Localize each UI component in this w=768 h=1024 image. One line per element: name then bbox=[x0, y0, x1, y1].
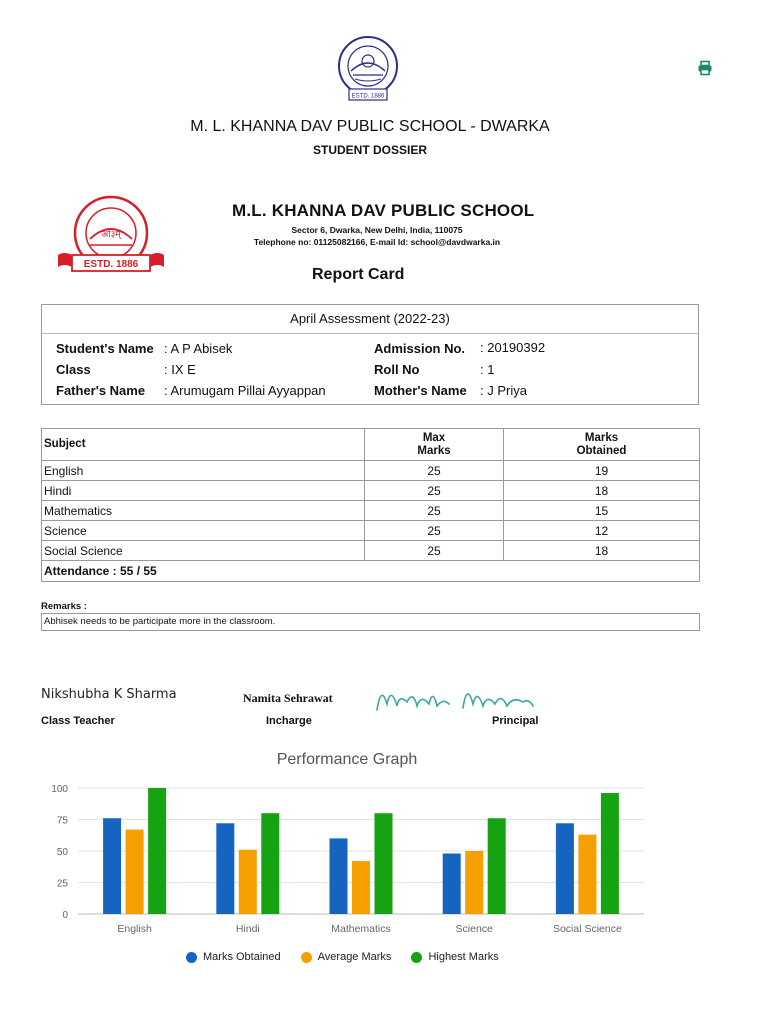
principal-role: Principal bbox=[492, 715, 539, 727]
subject-cell: Mathematics bbox=[42, 501, 365, 521]
max-header-line2: Marks bbox=[417, 444, 451, 457]
chart-title: Performance Graph bbox=[276, 751, 418, 768]
y-tick-label: 50 bbox=[56, 847, 68, 858]
chart-legend bbox=[186, 951, 499, 963]
incharge-signature: Namita Sehrawat bbox=[243, 691, 333, 705]
y-tick-label: 25 bbox=[56, 878, 68, 890]
obtained-cell: 18 bbox=[504, 481, 700, 501]
legend-label: Marks Obtained bbox=[203, 951, 281, 963]
father-name-value: : Arumugam Pillai Ayyappan bbox=[164, 383, 326, 398]
student-info-box bbox=[41, 304, 699, 405]
assessment-title: April Assessment (2022-23) bbox=[42, 305, 698, 334]
x-tick-label: Social Science bbox=[552, 923, 622, 935]
max-cell: 25 bbox=[365, 461, 504, 481]
remarks-text: Abhisek needs to be participate more in the classroom. bbox=[41, 613, 700, 631]
logo-script: ओ३म् bbox=[101, 230, 121, 240]
subject-cell: Hindi bbox=[42, 481, 365, 501]
bar bbox=[330, 838, 348, 914]
subject-header: Subject bbox=[42, 429, 365, 461]
table-row bbox=[42, 501, 700, 521]
obtained-header-line2: Obtained bbox=[576, 444, 627, 457]
print-icon[interactable] bbox=[697, 60, 713, 76]
max-cell: 25 bbox=[365, 541, 504, 561]
class-value: : IX E bbox=[164, 362, 196, 377]
school-address: Sector 6, Dwarka, New Delhi, India, 110075 bbox=[291, 225, 463, 235]
attendance-row bbox=[42, 561, 700, 582]
legend-dot-icon bbox=[411, 952, 422, 963]
bar bbox=[465, 851, 483, 914]
y-tick-label: 100 bbox=[51, 784, 68, 795]
legend-dot-icon bbox=[301, 952, 312, 963]
marks-header-row bbox=[42, 429, 700, 461]
school-title: M. L. KHANNA DAV PUBLIC SCHOOL - DWARKA bbox=[190, 118, 550, 135]
class-teacher-signature: Nikshubha K Sharma bbox=[41, 687, 177, 702]
x-tick-label: Hindi bbox=[235, 923, 260, 935]
performance-bar-chart bbox=[30, 778, 660, 948]
school-logo bbox=[333, 35, 403, 107]
report-card-title: Report Card bbox=[312, 266, 405, 283]
marks-table bbox=[41, 428, 700, 582]
father-name-label: Father's Name bbox=[56, 383, 146, 398]
obtained-header-line1: Marks bbox=[584, 431, 619, 444]
attendance-cell: Attendance : 55 / 55 bbox=[42, 561, 700, 582]
roll-label: Roll No bbox=[374, 362, 420, 377]
class-teacher-role: Class Teacher bbox=[41, 715, 115, 727]
class-label: Class bbox=[56, 362, 91, 377]
legend-label: Average Marks bbox=[317, 951, 392, 963]
bar bbox=[375, 813, 393, 914]
x-tick-label: English bbox=[117, 923, 152, 935]
mother-name-label: Mother's Name bbox=[374, 383, 467, 398]
legend-item-average-marks[interactable] bbox=[301, 951, 392, 963]
subject-cell: English bbox=[42, 461, 365, 481]
bar bbox=[578, 835, 596, 914]
school-contact: Telephone no: 01125082166, E-mail Id: school@davdwarka.in bbox=[253, 237, 501, 247]
bar bbox=[148, 788, 166, 914]
y-tick-label: 0 bbox=[62, 910, 68, 921]
bar bbox=[216, 823, 234, 914]
bar bbox=[126, 830, 144, 914]
bar bbox=[352, 861, 370, 914]
x-tick-label: Mathematics bbox=[331, 923, 391, 935]
school-logo-red bbox=[52, 193, 170, 285]
bar bbox=[261, 813, 279, 914]
logo-estd-top: ESTD. 1886 bbox=[351, 93, 385, 100]
admission-label: Admission No. bbox=[374, 341, 466, 356]
incharge-role: Incharge bbox=[266, 715, 312, 727]
student-name-label: Student's Name bbox=[56, 341, 154, 356]
admission-value: : 20190392 bbox=[480, 340, 546, 355]
legend-label: Highest Marks bbox=[428, 951, 499, 963]
student-name-value: : A P Abisek bbox=[164, 341, 233, 356]
bar bbox=[239, 850, 257, 914]
remarks-label: Remarks : bbox=[41, 601, 87, 612]
principal-signature bbox=[373, 680, 538, 720]
legend-dot-icon bbox=[186, 952, 197, 963]
x-tick-label: Science bbox=[455, 923, 493, 935]
report-school-name: M.L. KHANNA DAV PUBLIC SCHOOL bbox=[232, 201, 535, 220]
bar bbox=[488, 818, 506, 914]
table-row bbox=[42, 541, 700, 561]
max-header-line1: Max bbox=[422, 431, 446, 444]
dossier-subtitle: STUDENT DOSSIER bbox=[312, 143, 427, 157]
bar bbox=[556, 823, 574, 914]
max-cell: 25 bbox=[365, 481, 504, 501]
y-tick-label: 75 bbox=[56, 815, 68, 827]
bar bbox=[601, 793, 619, 914]
mother-name-value: : J Priya bbox=[480, 383, 527, 398]
obtained-cell: 12 bbox=[504, 521, 700, 541]
table-row bbox=[42, 461, 700, 481]
roll-value: : 1 bbox=[480, 362, 495, 377]
subject-cell: Science bbox=[42, 521, 365, 541]
table-row bbox=[42, 481, 700, 501]
obtained-cell: 18 bbox=[504, 541, 700, 561]
max-cell: 25 bbox=[365, 521, 504, 541]
bar bbox=[103, 818, 121, 914]
table-row bbox=[42, 521, 700, 541]
obtained-cell: 19 bbox=[504, 461, 700, 481]
obtained-cell: 15 bbox=[504, 501, 700, 521]
report-address-block bbox=[232, 224, 522, 248]
legend-item-marks-obtained[interactable] bbox=[186, 951, 281, 963]
obtained-header bbox=[504, 429, 700, 461]
legend-item-highest-marks[interactable] bbox=[411, 951, 498, 963]
bar bbox=[443, 854, 461, 914]
max-cell: 25 bbox=[365, 501, 504, 521]
logo-estd: ESTD. 1886 bbox=[83, 259, 139, 270]
max-marks-header bbox=[365, 429, 504, 461]
subject-cell: Social Science bbox=[42, 541, 365, 561]
